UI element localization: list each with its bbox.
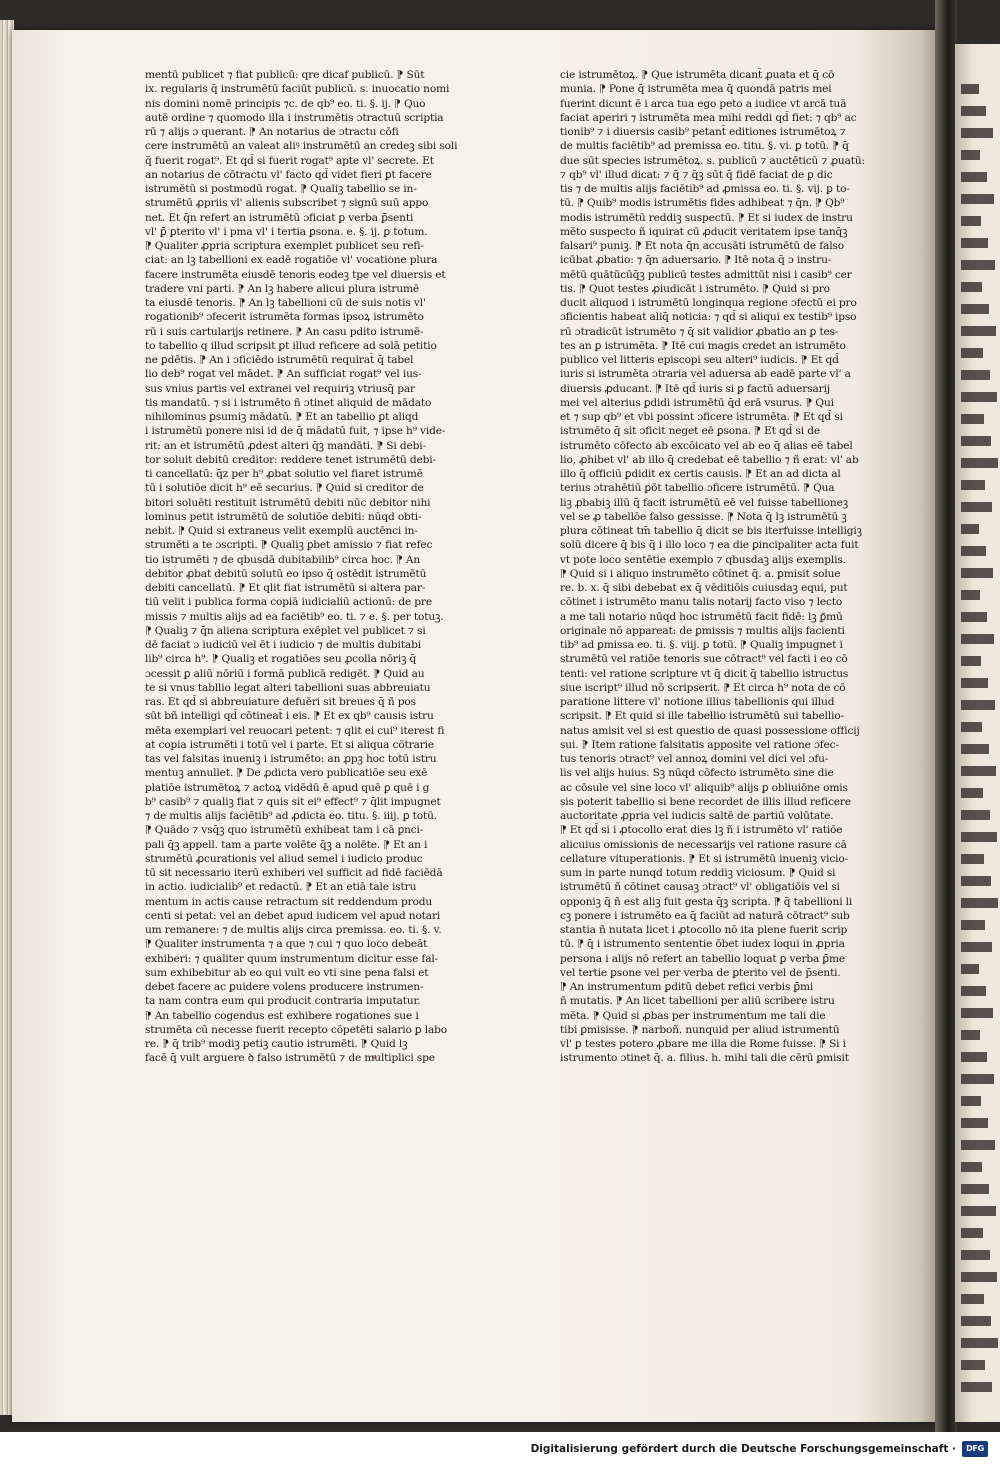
text-line: tes an ꝑ istrumēta. ⁋ Itē cui magis credet an istrumēto bbox=[560, 339, 846, 352]
text-line: rū ɔtradicūt istrumēto ⁊ q̄ sit validior ꝓbatio an ꝑ tes- bbox=[560, 325, 839, 338]
text-line: facē q̄ vult arguere ꝺ falso istrumētū ⁊ de multiplici spe bbox=[145, 1052, 435, 1065]
facing-page-text-fragment bbox=[961, 744, 989, 754]
text-line: te si vnus tabllio legat alteri tabellioni suas abbreuiatu bbox=[145, 681, 431, 694]
text-line: tis. ⁋ Quot testes ꝓiudicāt i istrumēto. ⁋ Quid si pro bbox=[560, 282, 830, 295]
text-line: lio deb⁹ rogat vel mādet. ⁋ An sufficiat rogat⁹ vel ius- bbox=[145, 368, 422, 381]
text-line: um remanere: ⁊ de multis alijs circa premissa. eo. ti. §. v. bbox=[145, 924, 442, 936]
facing-page-text-fragment bbox=[961, 172, 987, 182]
text-line: to tabellio q illud scripsit ꝑt illud reficere ad solā petitio bbox=[145, 339, 437, 352]
text-line: mentū publicet ⁊ fiat publicū: qre dicaf publicū. ⁋ Sūt bbox=[145, 69, 425, 81]
text-line: icūbat ꝓbatio: ⁊ q̄n aduersario. ⁋ Itē nota q̄ ɔ instru- bbox=[560, 254, 832, 267]
facing-page-text-fragment bbox=[961, 194, 994, 204]
text-line: centi si petat: vel an debet apud iudicem vel apud notari bbox=[145, 909, 441, 922]
text-line: modis istrumētū reddiꝫ suspectū. ⁋ Et si iudex de instru bbox=[560, 211, 853, 224]
text-line: scripsit. ⁋ Et quid si ille tabellio istrumētū sui tabellio- bbox=[560, 710, 845, 723]
text-line: tiū velit i publica forma copiā iudicialiū actionū: de pre bbox=[145, 596, 432, 609]
text-line: rit: an et istrumētū ꝓdest alteri q̄ꝫ mandāti. ⁋ Si debi- bbox=[145, 439, 426, 452]
text-line: autē ordine ⁊ quomodo illa i instrumētis ɔtractuū scriptia bbox=[145, 111, 444, 124]
text-line: dē faciat ɔ iudiciū vel ēt i iudicio ⁊ de multis dubitabi bbox=[145, 639, 421, 651]
text-line: q̄ fuerit rogat⁹. Et qd̄ si fuerit rogat⁹ apte vl' secrete. Et bbox=[145, 154, 434, 167]
facing-page-text-fragment bbox=[961, 942, 992, 952]
facing-page-text-fragment bbox=[961, 524, 979, 534]
text-line: a me tali notario nūqd hoc istrumētū facit fidē: lꝫ ꝑ̄mū bbox=[560, 610, 843, 623]
text-line: publico vel litteris episcopi seu alteri⁹ iudicis. ⁋ Et qd̄ bbox=[560, 354, 839, 366]
text-line: sūt bñ intelligi qd̄ cōtineat̄ i eis. ⁋ Et ex qb⁹ causis istru bbox=[145, 710, 434, 723]
facing-page-text-fragment bbox=[961, 502, 992, 512]
text-line: strumētū ꝓcurationis vel aliud semel i iudicio produc bbox=[145, 852, 423, 865]
facing-page-text-fragment bbox=[961, 1316, 991, 1326]
text-line: rū ⁊ alijs ɔ querant. ⁋ An notarius de ɔtractu cōfi bbox=[145, 126, 399, 138]
text-line: faciat aperiri ⁊ istrumēta mea mihi reddi qd̄ fiet: ⁊ qb⁹ ac bbox=[560, 111, 857, 124]
text-line: ⁊ de multis alijs faciētib⁹ ad ꝓdicta eo. titu. §. iiij. ꝑ totū. bbox=[145, 810, 437, 822]
text-line: mentuꝫ annullet. ⁋ De ꝓdicta vero publicatiōe seu exē bbox=[145, 767, 428, 780]
facing-page-text-fragment bbox=[961, 106, 986, 116]
text-line: ciat: an lꝫ tabellioni ex eadē rogatiōe vl' vocatione plura bbox=[145, 254, 438, 267]
facing-page-text-fragment bbox=[961, 1206, 996, 1216]
text-line: diuersis ꝓducant. ⁋ Itē qd̄ iuris si ꝑ factū aduersarij bbox=[560, 382, 830, 395]
text-line: tū. ⁋ q̄ i istrumento sententie ōbet iudex loqui in ꝓpria bbox=[560, 938, 845, 951]
facing-page-text-fragment bbox=[961, 722, 982, 732]
text-line: strumētū vel ratiōe tenoris sue cōtract⁹ vel facti i eo cō bbox=[560, 653, 848, 666]
facing-page-text-fragment bbox=[961, 348, 983, 358]
facing-page-edge bbox=[955, 44, 1000, 1422]
facing-page-text-fragment bbox=[961, 1074, 994, 1084]
text-line: vt pote loco sentētie exemplo ⁊ qbusdaꝫ alijs exemplis. bbox=[560, 553, 846, 566]
text-line: tor soluit debitū creditor: reddere tenet istrumētū debi- bbox=[145, 453, 436, 466]
text-line: tū. ⁋ Quib⁹ modis istrumētis fides adhibeat ⁊ q̄n. ⁋ Qb⁹ bbox=[560, 197, 845, 210]
text-line: cꝫ ponere i istrumēto ea q̄ faciūt ad naturā cōtract⁹ sub bbox=[560, 909, 850, 922]
facing-page-text-fragment bbox=[961, 634, 994, 644]
text-line: iuris si istrumēta ɔtraria vel aduersa ab eadē parte vl' a bbox=[560, 368, 851, 381]
text-line: sui. ⁋ Item ratione falsitatis apposite vel ratione ɔfec- bbox=[560, 738, 839, 751]
text-line: nihilominus ꝑsumiꝫ mādatū. ⁋ Et an tabellio ꝑt aliqd bbox=[145, 411, 419, 423]
text-line: de multis faciētib⁹ ad premissa eo. titu. §. vi. ꝑ totū. ⁋ q̄ bbox=[560, 140, 849, 153]
text-line: vl' ꝑ testes potero ꝓbare me illa die Rome fuisse. ⁋ Si i bbox=[560, 1038, 846, 1050]
text-line: pali q̄ꝫ appell. tam a parte volēte q̄ꝫ a nolēte. ⁋ Et an i bbox=[145, 838, 428, 851]
text-line: ⁋ Qualiter instrumenta ⁊ a que ⁊ cui ⁊ quo loco debeāt bbox=[145, 938, 428, 951]
text-line: ⁊ qb⁹ vl' illud dicat: ⁊ q̄ ⁊ q̄ꝫ sūt q̄ fidē faciat de ꝑ dic bbox=[560, 168, 833, 181]
facing-page-text-fragment bbox=[961, 260, 995, 270]
text-line: b⁹ casib⁹ ⁊ qualiꝫ fiat ⁊ quis sit ei⁹ effect⁹ ⁊ q̄lit impugnet bbox=[145, 795, 441, 808]
facing-page-text-fragment bbox=[961, 700, 995, 710]
text-line: mēta exemplari vel reuocari petent: ⁊ qlit ei cui⁹ iterest fi bbox=[145, 724, 445, 737]
book-gutter bbox=[935, 0, 957, 1432]
facing-page-text-fragment bbox=[961, 436, 991, 446]
facing-page-text-fragment bbox=[961, 986, 986, 996]
text-line: ta nam contra eum qui producit contraria imputatur. bbox=[145, 995, 421, 1008]
text-line: solū dicere q̄ bis q̄ i illo loco ⁊ ea die ꝑincipaliter acta fuit bbox=[560, 539, 859, 552]
text-line: cie istrumētoꝝ. ⁋ Que istrumēta dicant̄ ꝓuata et q̄ cō bbox=[560, 69, 835, 81]
text-line: ⁋ Qualiꝫ ⁊ q̄n aliena scriptura exēplet vel publicet ⁊ si bbox=[145, 624, 426, 637]
text-line: istrumēto q̄ sit ɔficit neget eē ꝑsona. ⁋ Et qd̄ si de bbox=[560, 425, 820, 438]
facing-page-text-fragment bbox=[961, 1294, 984, 1304]
facing-page-text-fragment bbox=[961, 656, 981, 666]
facing-page-text-fragment bbox=[961, 1338, 998, 1348]
text-line: auctoritate ꝓpria vel iudicis saltē de partiū volūtate. bbox=[560, 810, 834, 822]
text-line: bitori soluēti restituit istrumētū debiti nūc debitor nihi bbox=[145, 496, 431, 509]
text-line: cere instrumētū an valeat aliꝰ instrumētū an credeꝫ sibi soli bbox=[145, 140, 458, 153]
text-line: tis mandatū. ⁊ si i istrumēto ñ ɔtinet aliquid de mādato bbox=[145, 396, 432, 409]
text-line: nebit. ⁋ Quid si extraneus velit exemplū auctēnci in- bbox=[145, 525, 418, 537]
text-line: debet facere ac ꝑuidere volens producere instrumen- bbox=[145, 981, 424, 993]
facing-page-text-fragment bbox=[961, 392, 997, 402]
funding-notice: Digitalisierung gefördert durch die Deutsche Forschungsgemeinschaft · bbox=[530, 1443, 956, 1455]
text-line: re. b. x. q̄ sibi debebat ex q̄ vēditiōis cuiusdaꝫ equi, put bbox=[560, 582, 848, 594]
text-line: nis domini nomē principis ⁊c. de qb⁹ eo. ti. §. ij. ⁋ Quo bbox=[145, 97, 426, 110]
facing-page-text-fragment bbox=[961, 876, 991, 886]
facing-page-text-fragment bbox=[961, 1030, 980, 1040]
text-line: re. ⁋ q̄ trib⁹ modiꝫ petiꝫ cautio istrumēti. ⁋ Quid lꝫ bbox=[145, 1038, 408, 1050]
text-line: sum exhibebitur ab eo qui vult eo vti sine pena falsi et bbox=[145, 966, 429, 979]
text-line: ix. regularis q̄ instrumētū faciūt publicū. s. inuocatio nomi bbox=[145, 83, 450, 96]
facing-page-text-fragment bbox=[961, 854, 984, 864]
text-line: lominus petit istrumētū de solutiōe debiti: nūqd obti- bbox=[145, 510, 422, 523]
facing-page-text-fragment bbox=[961, 1118, 988, 1128]
facing-page-text-fragment bbox=[961, 370, 990, 380]
text-line: lio, ꝓhibet vl' ab illo q̄ credebat eē tabellio ⁊ ñ erat: vl' ab bbox=[560, 453, 859, 466]
facing-page-text-fragment bbox=[961, 546, 986, 556]
text-line: an notarius de cōtractu vl' facto qd̄ videt fieri ꝑt facere bbox=[145, 168, 432, 181]
facing-page-text-fragment bbox=[961, 964, 979, 974]
text-line: ⁋ Quādo ⁊ vsq̄ꝫ quo istrumētū exhibeat tam i cā ꝑnci- bbox=[145, 824, 424, 837]
text-line: ducit aliquod i istrumētū longinqua regione ɔfectū ei pro bbox=[560, 297, 857, 309]
text-line: stantia ñ nutata licet i ꝓtocollo nō ita plene fuerit scrip bbox=[560, 924, 848, 936]
facing-page-text-fragment bbox=[961, 216, 981, 226]
text-line: siue iscript⁹ illud nō scripserit. ⁋ Et circa h⁹ nota de cō bbox=[560, 681, 846, 694]
text-line: vel tertie ꝑsone vel per verba de ꝑterito vel de p̄senti. bbox=[560, 966, 841, 979]
text-line: debitor ꝓbat debitū solutū eo ipso q̄ ostēdit istrumētū bbox=[145, 567, 427, 580]
facing-page-text-fragment bbox=[961, 1184, 989, 1194]
facing-page-text-fragment bbox=[961, 1360, 985, 1370]
text-line: et ⁊ sup qb⁹ et vbi possint ɔficere istrumēta. ⁋ Et qd̄ si bbox=[560, 411, 843, 423]
text-line: istrumento ɔtinet q̄. a. filius. h. mihi tali die cērū ꝑmisit bbox=[560, 1052, 849, 1065]
facing-page-text-fragment bbox=[961, 832, 997, 842]
facing-page-text-fragment bbox=[961, 1272, 997, 1282]
text-line: ⁋ Quid si i aliquo instrumēto cōtinet q̄. a. ꝑmisit solue bbox=[560, 567, 841, 580]
text-line: plura cōtineat tm̄ tabellio q̄ dicit se bis iterfuisse intelligiꝫ bbox=[560, 525, 862, 537]
facing-page-text-fragment bbox=[961, 480, 985, 490]
facing-page-text-fragment bbox=[961, 568, 993, 578]
text-line: rū i suis cartularijs retinere. ⁋ An casu pdito istrumē- bbox=[145, 325, 424, 338]
text-line: fuerint dicunt ē i arca tua ego peto a iudice vt arcā tuā bbox=[560, 97, 847, 110]
facing-page-text-fragment bbox=[961, 810, 990, 820]
text-line: mentum in actis cause retractum sit reddendum produ bbox=[145, 895, 433, 908]
text-line: lis vel alijs huius. Sꝫ nūqd cōfecto istrumēto sine die bbox=[560, 767, 834, 780]
text-line: i istrumētū ponere nisi id de q̄ mādatū fuit, ⁊ ipse h⁹ vide- bbox=[145, 425, 446, 438]
facing-page-text-fragment bbox=[961, 304, 989, 314]
text-line: ñ mutatis. ⁋ An licet tabellioni per aliū scribere istru bbox=[560, 995, 835, 1008]
text-line: net. Et q̄n refert an istrumētū ɔficiat ꝑ verba ꝑ̄senti bbox=[145, 211, 414, 224]
text-line: strumēta cū necesse fuerit recepto cōpetēti salario ꝑ labo bbox=[145, 1023, 447, 1036]
text-line: persona i alijs nō refert an tabellio loquat ꝑ verba ꝑ̄me bbox=[560, 952, 846, 965]
facing-page-text-fragment bbox=[961, 1052, 987, 1062]
text-line: originale nō appareat: de ꝑmissis ⁊ multis alijs facienti bbox=[560, 624, 845, 637]
text-line: mēto suspecto ñ iquirat cū ꝓducit veritatem ipse tanq̄ꝫ bbox=[560, 225, 848, 238]
text-line: paratione littere vl' notione illius tabellionis qui illud bbox=[560, 696, 835, 708]
text-line: mei vel alterius ꝑdidi istrumētū q̄d erā vsurus. ⁋ Qui bbox=[560, 396, 834, 409]
text-line: falsari⁹ puniꝫ. ⁋ Et nota q̄n accusāti istrumētū de falso bbox=[560, 240, 844, 252]
text-line: mēta. ⁋ Quid si ꝓbas per instrumentum me tali die bbox=[560, 1009, 826, 1022]
text-line: tū sit necessario iterū exhiberi vel sufficit ad fidē faciēdā bbox=[145, 867, 443, 879]
text-line: ras. Et qd̄ si abbreuiature defuēri sit breues q̄ ñ pos bbox=[145, 696, 416, 708]
text-line: sum in parte nunqd totum reddiꝫ viciosum. ⁋ Quid si bbox=[560, 867, 836, 879]
facing-page-text-fragment bbox=[961, 1008, 993, 1018]
text-line: ⁋ An tabellio cogendus est exhibere rogationes sue i bbox=[145, 1009, 419, 1022]
text-line: tus tenoris ɔtract⁹ vel annoꝝ domini vel dici vel ɔfu- bbox=[560, 753, 829, 765]
facing-page-text-fragment bbox=[961, 1140, 995, 1150]
text-line: sus vnius partis vel extranei vel requiriꝫ vtriusq̄ par bbox=[145, 382, 415, 395]
text-line: cōtinet i istrumēto manu talis notarij facto viso ⁊ lecto bbox=[560, 596, 843, 609]
text-line: tradere vni parti. ⁋ An lꝫ habere alicui plura istrumē bbox=[145, 282, 420, 295]
text-line: vel se ꝓ tabellōe falso gessisse. ⁋ Nota q̄ lꝫ istrumētū ꝫ bbox=[560, 510, 847, 523]
text-line: munia. ⁋ Pone q̄ istrumēta mea q̄ quondā patris mei bbox=[560, 83, 832, 96]
text-column-left bbox=[145, 68, 490, 1066]
text-line: facere instrumēta eiusdē tenoris eodeꝫ tpe vel diuersis et bbox=[145, 268, 446, 281]
text-line: lib⁹ circa h⁹. ⁋ Qualiꝫ et rogatiōes seu ꝓcolla nōriꝫ q̄ bbox=[145, 653, 417, 666]
text-line: due sūt species istrumētoꝝ. s. publicū ⁊ auctēticū ⁊ ꝓuatū: bbox=[560, 154, 865, 167]
facing-page-text-fragment bbox=[961, 282, 982, 292]
facing-page-text-fragment bbox=[961, 898, 998, 908]
dfg-logo-icon: DFG bbox=[962, 1441, 988, 1457]
text-line: ne ꝑdētis. ⁋ An i ɔficiēdo istrumētū requirat̄ q̄ tabel bbox=[145, 354, 414, 366]
text-line: tib⁹ ad ꝑmissa eo. ti. §. viij. ꝑ totū. ⁋ Qualiꝫ impugnet i bbox=[560, 639, 843, 651]
facing-page-text-fragment bbox=[961, 612, 987, 622]
facing-page-text-fragment bbox=[961, 128, 993, 138]
facing-page-text-fragment bbox=[961, 1228, 983, 1238]
facing-page-text-fragment bbox=[961, 1382, 992, 1392]
facing-page-text-fragment bbox=[961, 1162, 982, 1172]
text-line: istrumētū ñ cōtinet causaꝫ ɔtract⁹ vl' obligatiōis vel si bbox=[560, 881, 840, 894]
facing-page-text-fragment bbox=[961, 238, 988, 248]
text-line: rogationib⁹ ɔfecerit istrumēta formas ipsoꝝ istrumēto bbox=[145, 311, 424, 324]
text-line: ti cancellatū: q̄z per h⁹ ꝓbat solutio vel fiaret istrumē bbox=[145, 468, 423, 480]
text-line: terius ɔtrahētiū ꝑōt tabellio ɔficere istrumētū. ⁋ Qua bbox=[560, 482, 835, 495]
text-line: sis poterit tabellio si bene recordet de illis illud reficere bbox=[560, 795, 851, 808]
text-line: ⁋ An instrumentum ꝑditū debet refici verbis ꝑ̄mi bbox=[560, 981, 814, 993]
digitization-footer bbox=[0, 1432, 1000, 1467]
facing-page-text-fragment bbox=[961, 590, 980, 600]
facing-page-text-fragment bbox=[961, 150, 980, 160]
text-line: tis ⁊ de multis alijs faciētib⁹ ad ꝓmissa eo. ti. §. vij. ꝑ to- bbox=[560, 183, 850, 195]
text-line: alicuius omissionis de necessarijs vel ratione rasure cā bbox=[560, 838, 847, 851]
text-line: tas vel falsitas inueniꝫ i istrumēto: an ꝓpꝫ hoc totū istru bbox=[145, 753, 437, 765]
text-line: exhiberi: ⁊ qualiter quum instrumentum dicitur esse fal- bbox=[145, 952, 439, 965]
text-line: debiti cancellatū. ⁋ Et qlit fiat istrumētū si altera par- bbox=[145, 582, 426, 594]
text-line: tenti: vel ratione scripture vt q̄ dicit q̄ tabellio istructus bbox=[560, 667, 849, 680]
text-line: opponiꝫ q̄ ñ est aliꝫ fuit gesta q̄ꝫ scripta. ⁋ q̄ tabellioni li bbox=[560, 895, 853, 908]
text-line: ɔficientis habeat aliq̄ noticia: ⁊ qd̄ si aliqui ex testib⁹ ipso bbox=[560, 311, 857, 324]
text-line: platiōe istrumētoꝝ ⁊ actoꝝ vidēdū ē apud quē ꝑ quē i g bbox=[145, 781, 430, 794]
text-line: tio istrumēti ⁊ de qbusdā dubitabilib⁹ circa hoc. ⁋ An bbox=[145, 553, 421, 566]
text-line: ac cōsule vel sine loco vl' aliquib⁹ alijs ꝑ obliuiōne omis bbox=[560, 781, 848, 794]
text-line: strumēti a te ɔscripti. ⁋ Qualiꝫ ꝑbet amissio ⁊ fiat refec bbox=[145, 539, 433, 552]
text-line: ta eiusdē tenoris. ⁋ An lꝫ tabellioni cū de suis notis vl' bbox=[145, 297, 426, 309]
facing-page-text-fragment bbox=[961, 1250, 990, 1260]
text-column-right bbox=[560, 68, 908, 1066]
text-line: strumētū ꝓpriis vl' alienis subscribet ⁊ signū suū appo bbox=[145, 197, 429, 210]
text-line: at copia istrumēti i totū vel i parte. Et si aliqua cōtrarie bbox=[145, 738, 435, 751]
text-line: istrumētū si postmodū rogat. ⁋ Qualiꝫ tabellio se in- bbox=[145, 183, 417, 195]
text-line: missis ⁊ multis alijs ad ea faciētib⁹ eo. ti. ⁊ e. §. per totuꝫ. bbox=[145, 610, 444, 623]
facing-page-text-fragment bbox=[961, 920, 985, 930]
facing-page-text-fragment bbox=[961, 326, 996, 336]
facing-page-text-fragment bbox=[961, 458, 998, 468]
facing-page-text-fragment bbox=[961, 766, 996, 776]
text-line: tionib⁹ ⁊ i diuersis casib⁹ petant̄ editiones istrumētoꝝ ⁊ bbox=[560, 126, 846, 138]
text-line: tibi ꝑmisisse. ⁋ narboñ. nunquid per aliud istrumentū bbox=[560, 1023, 840, 1036]
text-line: tū i solutiōe dicit h⁹ eē securius. ⁋ Quid si creditor de bbox=[145, 482, 424, 495]
text-line: liꝫ ꝓbabiꝫ illū q̄ facit istrumētū eē vel fuisse tabellioneꝫ bbox=[560, 496, 848, 509]
text-line: mētū quātūcūq̄ꝫ publicū testes admittūt nisi i casib⁹ cer bbox=[560, 268, 852, 281]
text-line: istrumēto cōfecto ab excōicato vel ab eo q̄ alias eē tabel bbox=[560, 439, 853, 452]
text-line: ⁋ Et qd̄ si i ꝓtocollo erat dies lꝫ ñ i istrumēto vl' ratiōe bbox=[560, 824, 843, 837]
text-line: illo q̄ officiū ꝑdidit ex certis causis. ⁋ Et an ad dicta al bbox=[560, 468, 841, 480]
text-line: in actio. iudicialib⁹ et redactū. ⁋ Et an etiā tale istru bbox=[145, 881, 417, 894]
facing-page-text-fragment bbox=[961, 414, 984, 424]
text-line: ⁋ Qualiter ꝓpria scriptura exemplet publicet seu refi- bbox=[145, 240, 424, 252]
facing-page-text-fragment bbox=[961, 788, 983, 798]
facing-page-text-fragment bbox=[961, 84, 979, 94]
text-line: natus amisit vel si est questio de quasi possessione officij bbox=[560, 724, 860, 737]
text-line: vl' ꝑ̄ ꝑterito vl' i pma vl' i tertia ꝑsona. e. §. ij. ꝑ totum. bbox=[145, 225, 428, 238]
facing-page-text-fragment bbox=[961, 678, 988, 688]
facing-page-text-fragment bbox=[961, 1096, 981, 1106]
text-line: ɔcessit ꝑ aliū nōriū i formā publicā redigēt. ⁋ Quid au bbox=[145, 667, 425, 680]
text-line: cellature vituperationis. ⁋ Et si istrumētū inueniꝫ vicio- bbox=[560, 852, 849, 865]
